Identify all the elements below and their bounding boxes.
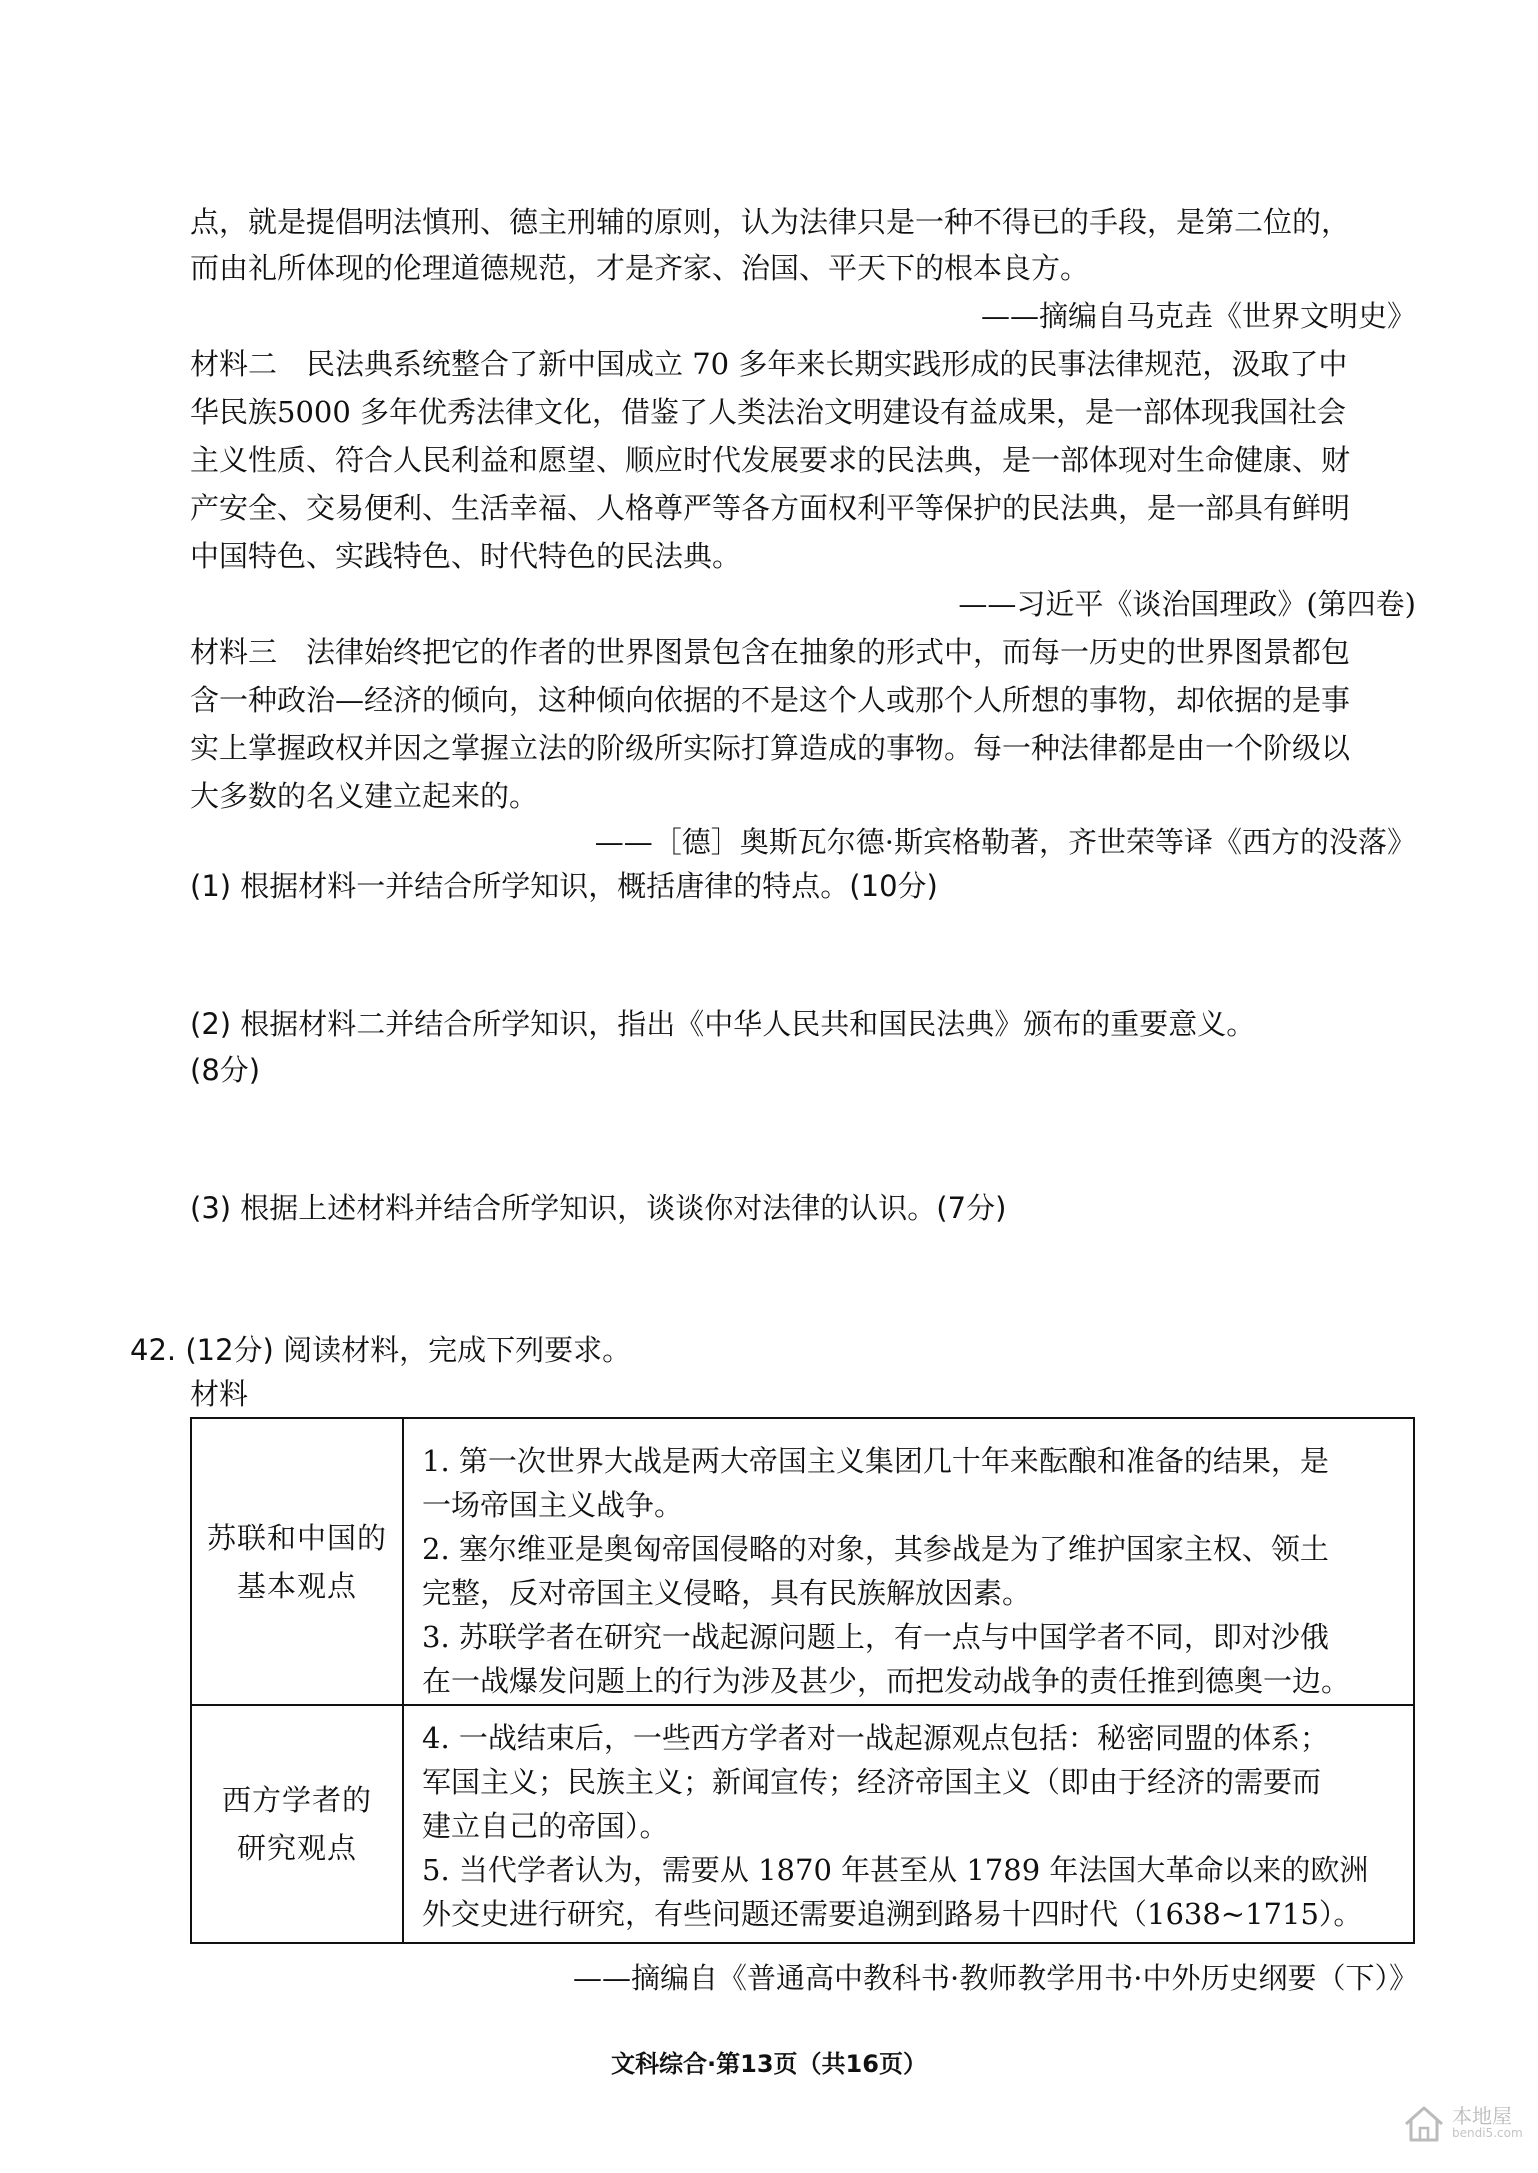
- material2-line-3: 主义性质、符合人民利益和愿望、顺应时代发展要求的民法典，是一部体现对生命健康、财: [190, 443, 1351, 477]
- row-header-line: 研究观点: [236, 1831, 357, 1865]
- material2-source: ——习近平《谈治国理政》(第四卷): [958, 587, 1416, 621]
- row-header-soviet-chinese: [192, 1419, 404, 1704]
- material1-line-2: 而由礼所体现的伦理道德规范，才是齐家、治国、平天下的根本良方。: [190, 251, 1090, 285]
- row-header-line: 西方学者的: [221, 1783, 372, 1817]
- question-3: (3) 根据上述材料并结合所学知识，谈谈你对法律的认识。(7分): [190, 1191, 1007, 1225]
- row-header-line: 基本观点: [236, 1568, 357, 1603]
- material3-line-4: 大多数的名义建立起来的。: [190, 779, 539, 813]
- table-text-line: 一场帝国主义战争。: [422, 1488, 684, 1522]
- table-text-line: 2. 塞尔维亚是奥匈帝国侵略的对象，其参战是为了维护国家主权、领土: [422, 1532, 1329, 1566]
- page-footer: 文科综合·第13页（共16页）: [611, 2050, 927, 2078]
- table-text-line: 5. 当代学者认为，需要从 1870 年甚至从 1789 年法国大革命以来的欧洲: [422, 1853, 1369, 1887]
- question-42-source: ——摘编自《普通高中教科书·教师教学用书·中外历史纲要（下）》: [573, 1961, 1418, 1995]
- table-text-line: 在一战爆发问题上的行为涉及甚少，而把发动战争的责任推到德奥一边。: [422, 1664, 1351, 1698]
- table-text-line: 外交史进行研究，有些问题还需要追溯到路易十四时代（1638~1715）。: [422, 1897, 1363, 1931]
- table-text-line: 军国主义；民族主义；新闻宣传；经济帝国主义（即由于经济的需要而: [422, 1765, 1322, 1799]
- question-1: (1) 根据材料一并结合所学知识，概括唐律的特点。(10分): [190, 869, 938, 903]
- material2-line-1: 材料二 民法典系统整合了新中国成立 70 多年来长期实践形成的民事法律规范，汲取了中: [190, 347, 1348, 381]
- row-content-soviet-chinese: [404, 1419, 1413, 1704]
- house-icon: [1402, 2102, 1446, 2146]
- question-42-header: 42. (12分) 阅读材料，完成下列要求。: [130, 1333, 632, 1367]
- row-content-western: [404, 1706, 1413, 1942]
- watermark-logo: [1402, 2096, 1532, 2156]
- table-text-line: 建立自己的帝国）。: [422, 1809, 669, 1843]
- material2-line-5: 中国特色、实践特色、时代特色的民法典。: [190, 539, 742, 573]
- table-text-line: 完整，反对帝国主义侵略，具有民族解放因素。: [422, 1576, 1032, 1610]
- material3-source: ——［德］奥斯瓦尔德·斯宾格勒著，齐世荣等译《西方的没落》: [594, 825, 1416, 859]
- material2-line-4: 产安全、交易便利、生活幸福、人格尊严等各方面权利平等保护的民法典，是一部具有鲜明: [190, 491, 1351, 525]
- table-text-line: 1. 第一次世界大战是两大帝国主义集团几十年来酝酿和准备的结果，是: [422, 1444, 1329, 1478]
- material1-line-1: 点，就是提倡明法慎刑、德主刑辅的原则，认为法律只是一种不得已的手段，是第二位的，: [190, 205, 1351, 239]
- watermark-subtext: bendi5.com: [1452, 2126, 1523, 2140]
- watermark-text: 本地屋: [1452, 2104, 1512, 2128]
- table-row: [192, 1419, 1413, 1706]
- material3-line-3: 实上掌握政权并因之掌握立法的阶级所实际打算造成的事物。每一种法律都是由一个阶级以: [190, 731, 1351, 765]
- question-42-material-label: 材料: [190, 1377, 249, 1411]
- table-row: [192, 1706, 1413, 1942]
- row-header-line: 苏联和中国的: [206, 1520, 387, 1555]
- material3-line-2: 含一种政治—经济的倾向，这种倾向依据的不是这个人或那个人所想的事物，却依据的是事: [190, 683, 1351, 717]
- material2-line-2: 华民族5000 多年优秀法律文化，借鉴了人类法治文明建设有益成果，是一部体现我国社会: [190, 395, 1347, 429]
- question-2-line-1: (2) 根据材料二并结合所学知识，指出《中华人民共和国民法典》颁布的重要意义。: [190, 1007, 1256, 1041]
- table-text-line: 4. 一战结束后，一些西方学者对一战起源观点包括：秘密同盟的体系；: [422, 1721, 1329, 1755]
- table-text-line: 3. 苏联学者在研究一战起源问题上，有一点与中国学者不同，即对沙俄: [422, 1620, 1329, 1654]
- row-header-western: [192, 1706, 404, 1942]
- question-2-line-2: (8分): [190, 1053, 261, 1087]
- material-table: [190, 1417, 1415, 1944]
- material3-line-1: 材料三 法律始终把它的作者的世界图景包含在抽象的形式中，而每一历史的世界图景都包: [190, 635, 1351, 669]
- material1-source: ——摘编自马克垚《世界文明史》: [980, 299, 1416, 333]
